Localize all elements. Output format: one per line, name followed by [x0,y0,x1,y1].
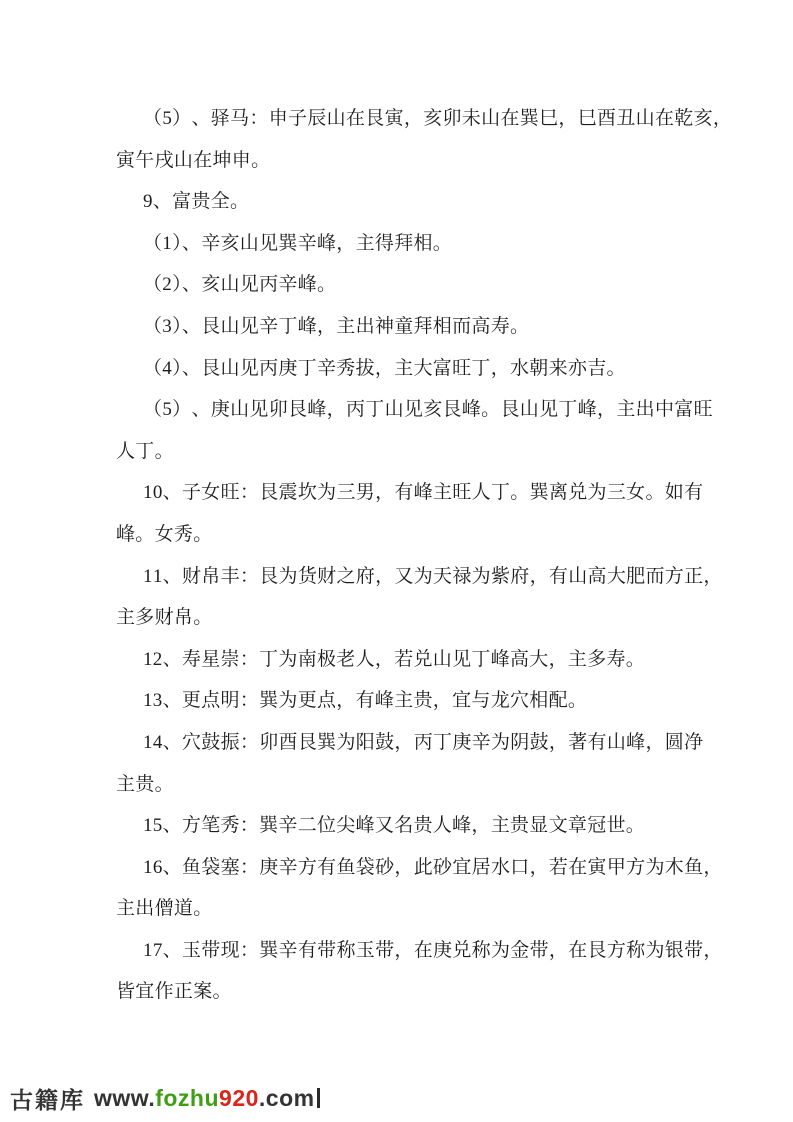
text-line: （3）、艮山见辛丁峰，主出神童拜相而高寿。 [143,315,530,337]
paragraph [116,639,680,681]
text-line: 寅午戌山在坤申。 [116,149,271,171]
paragraph [116,847,723,930]
text-line: 12、寿星崇：丁为南极老人，若兑山见丁峰高大，主多寿。 [143,648,646,670]
paragraph [116,680,680,722]
text-line: 13、更点明：巽为更点，有峰主贵，宜与龙穴相配。 [143,690,588,712]
text-line: 1 0 、 子 女 旺 ： 艮 震 坎 为 三 男 ， 有 峰 主 旺 人 丁 。 巽 离 兑 为 三 女 。 如 有 [143,482,704,504]
watermark-site-name: 古籍库 [10,1086,85,1113]
paragraph [116,181,680,223]
cropped-glyph-bar [317,1088,320,1108]
text-line: 9、富贵全。 [143,191,250,213]
text-line: （ 5 ） 、 庚 山 见 卯 艮 峰 ， 丙 丁 山 见 亥 艮 峰 。 艮 山 见 丁 峰 ， 主 出 中 富 旺 [143,399,713,421]
text-line: 1 1 、 财 帛 丰 ： 艮 为 货 财 之 府 ， 又 为 天 禄 为 紫 府 ， 有 山 高 大 肥 而 方 正 ， [143,565,723,587]
paragraph [116,472,704,555]
text-line: 1 7 、 玉 带 现 ： 巽 辛 有 带 称 玉 带 ， 在 庚 兑 称 为 金 带 ， 在 艮 方 称 为 银 带 ， [143,939,723,961]
document-body [116,98,733,1013]
watermark-url-www: www. [94,1084,156,1111]
paragraph [116,722,704,805]
paragraph [116,306,680,348]
paragraph [116,556,723,639]
paragraph [116,348,680,390]
text-line: 人丁。 [116,440,174,462]
paragraph [116,389,713,472]
paragraph [116,264,680,306]
text-line: 主出僧道。 [116,898,213,920]
text-line: （ 5 ） 、 驿 马 ： 申 子 辰 山 在 艮 寅 ， 亥 卯 未 山 在 巽 巳 ， 巳 酉 丑 山 在 乾 亥 ， [143,108,733,129]
watermark-url [94,1085,315,1112]
text-line: 15、方笔秀：巽辛二位尖峰又名贵人峰，主贵显文章冠世。 [143,815,646,837]
text-line: 峰。女秀。 [116,523,213,545]
paragraph [116,98,733,181]
watermark-url-tld: .com [258,1084,315,1111]
text-line: 皆宜作正案。 [116,981,232,1003]
paragraph [116,930,723,1013]
paragraph [116,223,680,265]
paragraph [116,805,680,847]
text-line: （4）、艮山见丙庚丁辛秀拔，主大富旺丁，水朝来亦吉。 [143,357,626,379]
watermark [10,1083,320,1113]
text-line: （1）、辛亥山见巽辛峰，主得拜相。 [143,232,453,254]
watermark-url-domain-green: fozhu [155,1084,220,1111]
text-line: 主多财帛。 [116,607,213,629]
watermark-url-domain-red: 920 [219,1084,259,1111]
text-line: 1 6 、 鱼 袋 塞 ： 庚 辛 方 有 鱼 袋 砂 ， 此 砂 宜 居 水 口 ， 若 在 寅 甲 方 为 木 鱼 ， [143,856,723,878]
text-line: 1 4 、 穴 鼓 振 ： 卯 酉 艮 巽 为 阳 鼓 ， 丙 丁 庚 辛 为 阴 鼓 ， 著 有 山 峰 ， 圆 净 [143,731,704,753]
text-line: 主贵。 [116,773,174,795]
text-line: （2）、亥山见丙辛峰。 [143,274,337,296]
